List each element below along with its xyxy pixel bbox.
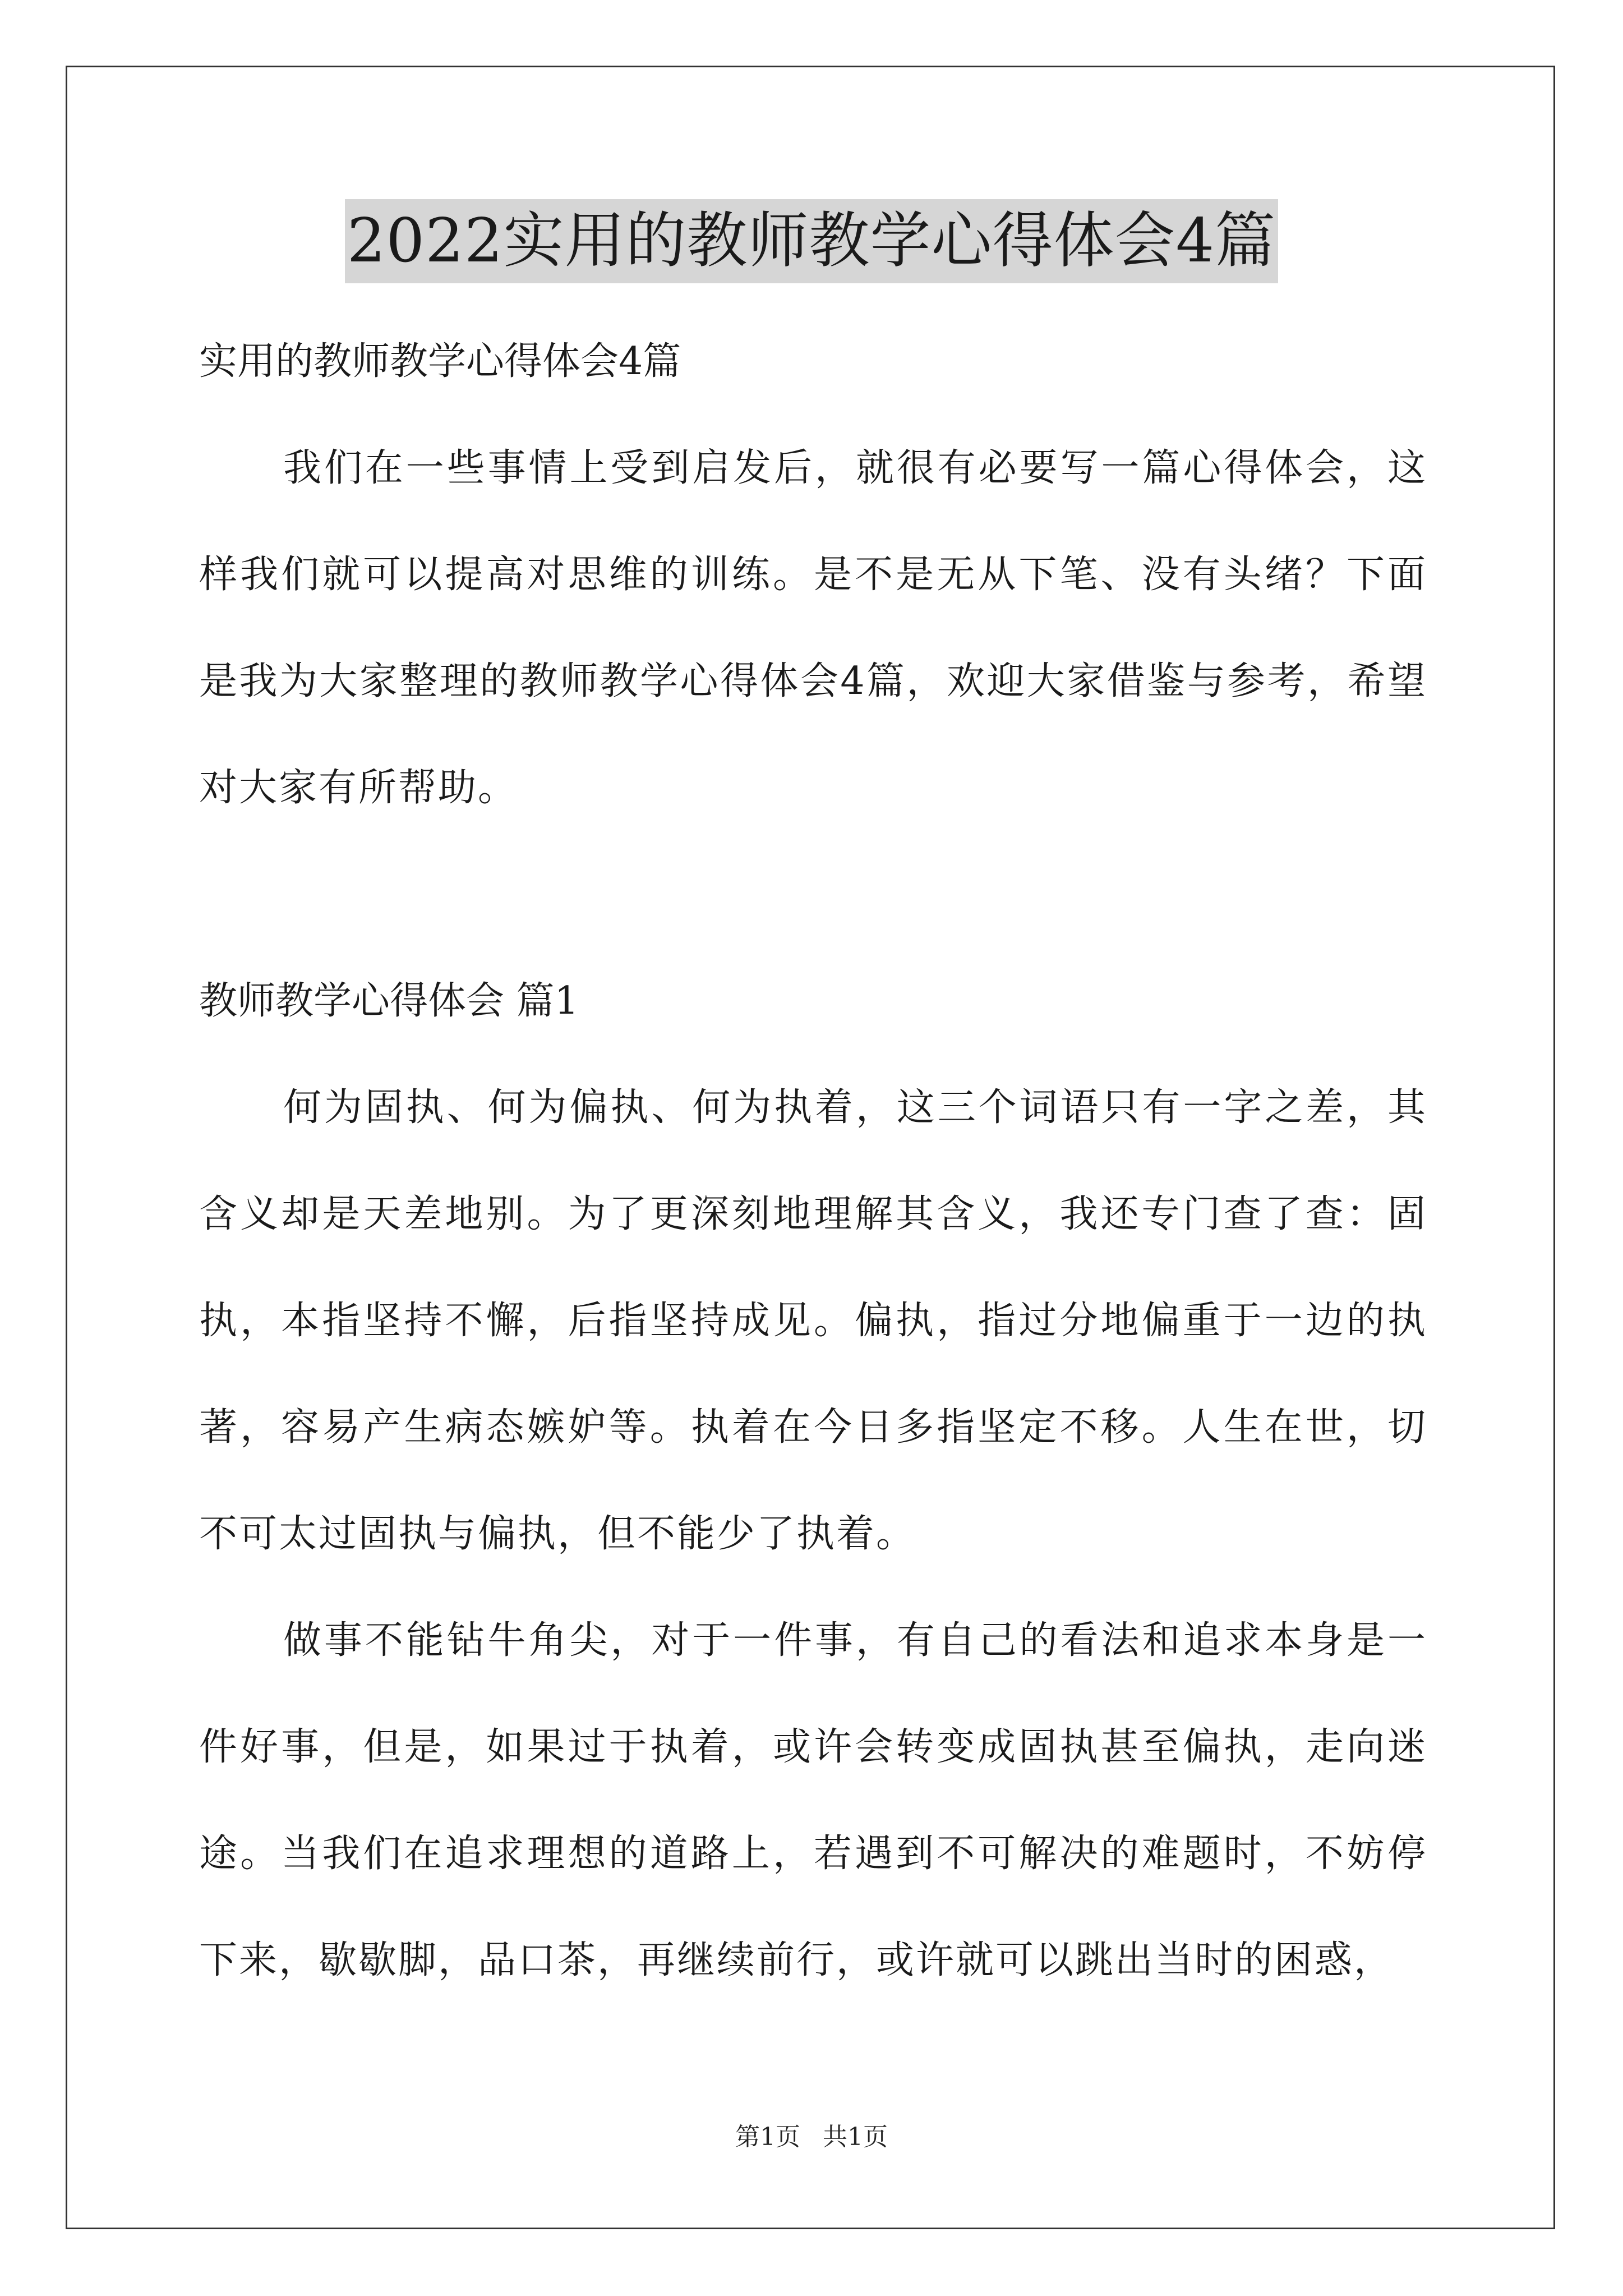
section1-paragraph-1: 何为固执、何为偏执、何为执着，这三个词语只有一字之差，其含义却是天差地别。为了更深刻地理解其含义，我还专门查了查：固执，本指坚持不懈，后指坚持成见。偏执，指过分地偏重于一边的执著，容易产生病态嫉妒等。执着在今日多指坚定不移。人生在世，切不可太过固执与偏执，但不能少了执着。 bbox=[199, 1085, 1427, 1556]
document-title: 2022实用的教师教学心得体会4篇 bbox=[345, 199, 1279, 283]
title-container bbox=[0, 199, 1623, 283]
section1-paragraph-2: 做事不能钻牛角尖，对于一件事，有自己的看法和追求本身是一件好事，但是，如果过于执着，或许会转变成固执甚至偏执，走向迷途。当我们在追求理想的道路上，若遇到不可解决的难题时，不妨停下来，歇歇脚，品口茶，再继续前行，或许就可以跳出当时的困惑， bbox=[199, 1618, 1427, 1982]
page-total: 共1页 bbox=[823, 2123, 888, 2151]
document-body bbox=[199, 309, 1427, 2014]
document-subtitle: 实用的教师教学心得体会4篇 bbox=[199, 339, 681, 384]
page-number: 第1页 bbox=[735, 2123, 800, 2151]
intro-paragraph: 我们在一些事情上受到启发后，就很有必要写一篇心得体会，这样我们就可以提高对思维的训练。是不是无从下笔、没有头绪？下面是我为大家整理的教师教学心得体会4篇，欢迎大家借鉴与参考，希望对大家有所帮助。 bbox=[199, 446, 1427, 810]
section-heading-1: 教师教学心得体会 篇1 bbox=[199, 979, 579, 1023]
section-gap bbox=[199, 841, 1427, 948]
page-footer bbox=[0, 2120, 1623, 2154]
